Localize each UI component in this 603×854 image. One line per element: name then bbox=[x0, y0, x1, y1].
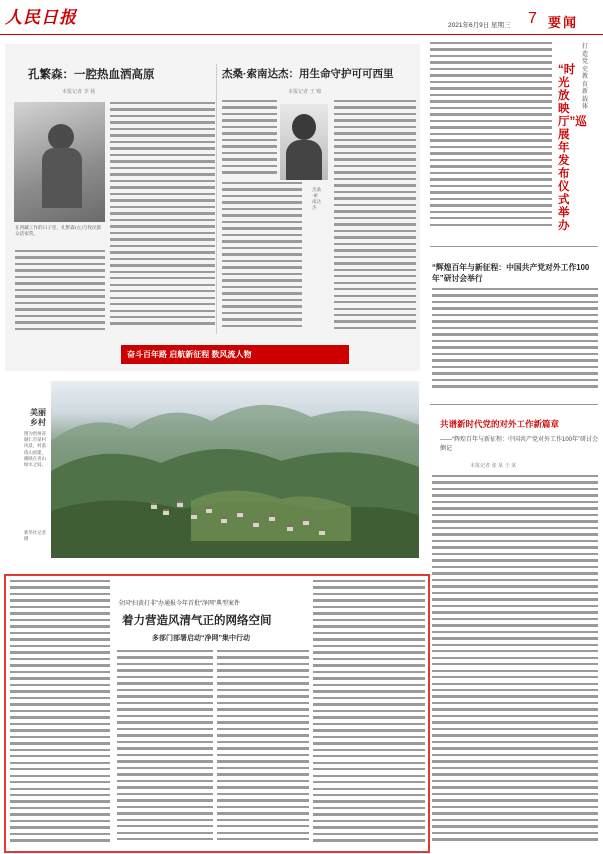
feature-left-photo bbox=[14, 102, 105, 222]
feature-right-title: 杰桑·索南达杰：用生命守护可可西里 bbox=[222, 68, 394, 80]
bottom-article-text bbox=[117, 650, 213, 850]
feature-left-byline: 本报记者 李 扬 bbox=[62, 89, 96, 95]
section-divider bbox=[430, 404, 598, 405]
feature-right-text bbox=[334, 100, 416, 335]
person-silhouette bbox=[286, 140, 322, 180]
bottom-article-text bbox=[217, 650, 309, 850]
right-vertical-kicker: 打造党史教育新载体 bbox=[582, 44, 589, 110]
village-house bbox=[206, 507, 212, 513]
right-article2-title: “辉煌百年与新征程：中国共产党对外工作100年”研讨会举行 bbox=[432, 263, 590, 283]
landscape-caption: 图为贵州省铜仁市某村风景，村落依山而建，掩映在青山绿水之间。 bbox=[24, 432, 46, 469]
bottom-article-title: 着力营造风清气正的网络空间 bbox=[122, 615, 272, 627]
feature-left-title: 孔繁森：一腔热血洒高原 bbox=[28, 69, 155, 81]
section-name: 要闻 bbox=[548, 15, 579, 30]
person-silhouette bbox=[292, 114, 316, 140]
landscape-title: 美丽乡村 bbox=[30, 408, 46, 427]
right-article3-title: 共谱新时代党的对外工作新篇章 bbox=[440, 419, 560, 429]
newspaper-logo: 人民日报 bbox=[5, 8, 77, 28]
feature-right-text bbox=[222, 100, 277, 178]
landscape-photo bbox=[51, 381, 419, 558]
feature-right-text bbox=[222, 182, 302, 337]
village-house bbox=[287, 525, 293, 531]
section-divider bbox=[430, 246, 598, 247]
village-house bbox=[151, 503, 157, 509]
village-house bbox=[191, 513, 197, 519]
landscape-illustration bbox=[51, 381, 419, 558]
village-house bbox=[269, 515, 275, 521]
feature-left-text bbox=[15, 250, 105, 335]
village-house bbox=[303, 519, 309, 525]
banner-text: 奋斗百年路 启航新征程 数风流人物 bbox=[127, 350, 252, 359]
right-article3-byline: 本报记者 张 某 王 某 bbox=[470, 463, 517, 469]
person-silhouette bbox=[48, 124, 74, 150]
village-house bbox=[177, 501, 183, 507]
feature-left-text bbox=[110, 102, 215, 334]
bottom-article-subtitle: 多部门部署启动“净网”集中行动 bbox=[152, 635, 250, 642]
column-divider bbox=[216, 64, 217, 334]
person-silhouette bbox=[42, 148, 82, 208]
right-article3-text bbox=[432, 475, 598, 850]
landscape-credit: 新华社记者摄 bbox=[24, 531, 46, 542]
masthead bbox=[0, 0, 603, 35]
village-house bbox=[163, 509, 169, 515]
feature-left-caption: 在西藏工作的日子里，孔繁森(左)与牧民群众话家常。 bbox=[15, 226, 102, 238]
feature-right-photo-caption: 杰桑·索南达杰 bbox=[312, 188, 321, 211]
village-house bbox=[253, 521, 259, 527]
bottom-article-text bbox=[10, 580, 110, 850]
right-article2-text bbox=[432, 288, 598, 398]
right-article1-text bbox=[430, 42, 552, 230]
right-article3-subtitle: ——“辉煌百年与新征程：中国共产党对外工作100年”研讨会侧记 bbox=[440, 437, 599, 452]
feature-right-photo bbox=[280, 104, 328, 180]
village-house bbox=[221, 517, 227, 523]
village-house bbox=[237, 511, 243, 517]
feature-banner bbox=[121, 345, 349, 364]
bottom-article-text bbox=[313, 580, 425, 850]
page-number: 7 bbox=[528, 10, 537, 27]
bottom-article-kicker: 全国“扫黄打非”办通报今年首批“净网”典型案件 bbox=[118, 601, 240, 607]
right-vertical-title: “时光放映厅”巡展年发布仪式举办 bbox=[558, 64, 587, 232]
village-house bbox=[319, 529, 325, 535]
issue-date: 2021年6月9日 星期三 bbox=[448, 22, 511, 29]
feature-right-byline: 本报记者 王 锦 bbox=[288, 89, 322, 95]
